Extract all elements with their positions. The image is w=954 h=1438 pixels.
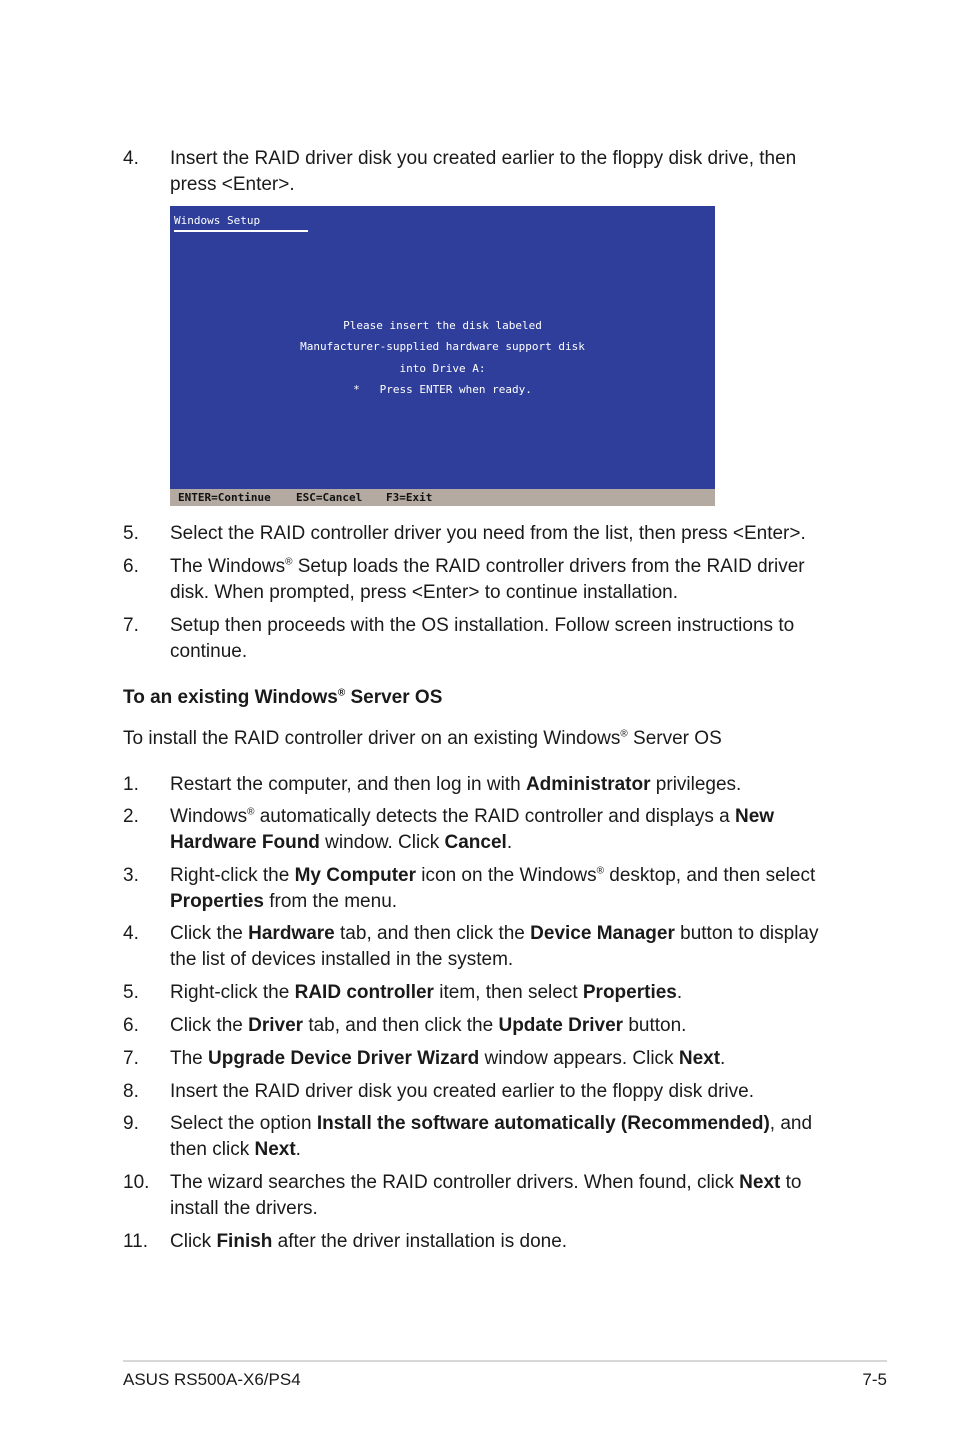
step-text: Right-click the RAID controller item, then select Properties. xyxy=(170,982,683,1003)
step-number: 3. xyxy=(123,865,139,886)
footer-model: ASUS RS500A-X6/PS4 xyxy=(123,1370,301,1389)
windows-setup-screenshot xyxy=(170,206,715,506)
step-number: 10. xyxy=(123,1172,150,1193)
step-number: 7. xyxy=(123,615,139,636)
setup-message-line-4: * Press ENTER when ready. xyxy=(353,383,532,396)
step-number: 4. xyxy=(123,923,139,944)
step-text: Insert the RAID driver disk you created earlier to the floppy disk drive, then press <Enter>. xyxy=(170,148,797,195)
section-intro: To install the RAID controller driver on an existing Windows® Server OS xyxy=(123,728,722,749)
existing-step-5 xyxy=(123,980,843,1006)
status-f3-exit: F3=Exit xyxy=(386,491,433,504)
setup-status-bar xyxy=(170,489,715,506)
step-text: The Upgrade Device Driver Wizard window appears. Click Next. xyxy=(170,1048,726,1069)
setup-title: Windows Setup xyxy=(174,214,261,227)
step-text: Click the Driver tab, and then click the Update Driver button. xyxy=(170,1015,687,1036)
step-number: 11. xyxy=(123,1231,149,1252)
footer-divider xyxy=(123,1360,887,1362)
existing-step-4 xyxy=(123,921,843,973)
step-text: The Windows® Setup loads the RAID controller drivers from the RAID driver disk. When prompted, press <Enter> to continue installation. xyxy=(170,556,805,603)
setup-message-line-3: into Drive A: xyxy=(399,362,486,375)
step-number: 7. xyxy=(123,1048,139,1069)
step-text: Click the Hardware tab, and then click the Device Manager button to display the list of devices installed in the system. xyxy=(170,923,819,970)
existing-step-2 xyxy=(123,804,843,856)
step-text: Windows® automatically detects the RAID controller and displays a New Hardware Found window. Click Cancel. xyxy=(170,806,775,853)
status-enter-continue: ENTER=Continue xyxy=(178,491,271,504)
step-text: Select the RAID controller driver you need from the list, then press <Enter>. xyxy=(170,523,806,544)
setup-title-underline xyxy=(174,230,308,232)
existing-step-9 xyxy=(123,1111,843,1163)
step-number: 5. xyxy=(123,982,139,1003)
step-6 xyxy=(123,554,843,606)
existing-step-3 xyxy=(123,863,843,915)
step-text: Select the option Install the software automatically (Recommended), and then click Next. xyxy=(170,1113,813,1160)
existing-step-8 xyxy=(123,1079,843,1105)
step-number: 6. xyxy=(123,556,139,577)
step-7 xyxy=(123,613,843,665)
existing-step-11 xyxy=(123,1229,843,1255)
step-number: 8. xyxy=(123,1081,139,1102)
footer-page-number: 7-5 xyxy=(862,1370,887,1389)
step-text: The wizard searches the RAID controller drivers. When found, click Next to install the drivers. xyxy=(170,1172,802,1219)
step-number: 6. xyxy=(123,1015,139,1036)
step-text: Setup then proceeds with the OS installation. Follow screen instructions to continue. xyxy=(170,615,795,662)
step-number: 9. xyxy=(123,1113,139,1134)
status-esc-cancel: ESC=Cancel xyxy=(296,491,363,504)
step-4 xyxy=(123,146,843,198)
step-text: Click Finish after the driver installation is done. xyxy=(170,1231,568,1252)
step-5 xyxy=(123,521,843,547)
step-number: 4. xyxy=(123,148,139,169)
existing-step-6 xyxy=(123,1013,843,1039)
existing-step-10 xyxy=(123,1170,843,1222)
existing-step-7 xyxy=(123,1046,843,1072)
section-heading: To an existing Windows® Server OS xyxy=(123,687,443,708)
step-text: Insert the RAID driver disk you created earlier to the floppy disk drive. xyxy=(170,1081,754,1102)
setup-message-line-1: Please insert the disk labeled xyxy=(343,319,542,332)
step-text: Right-click the My Computer icon on the Windows® desktop, and then select Properties from the menu. xyxy=(170,865,816,912)
step-number: 5. xyxy=(123,523,139,544)
existing-step-1 xyxy=(123,772,843,798)
step-text: Restart the computer, and then log in with Administrator privileges. xyxy=(170,774,742,795)
step-number: 1. xyxy=(123,774,139,795)
step-number: 2. xyxy=(123,806,139,827)
setup-message-line-2: Manufacturer-supplied hardware support disk xyxy=(300,340,585,353)
